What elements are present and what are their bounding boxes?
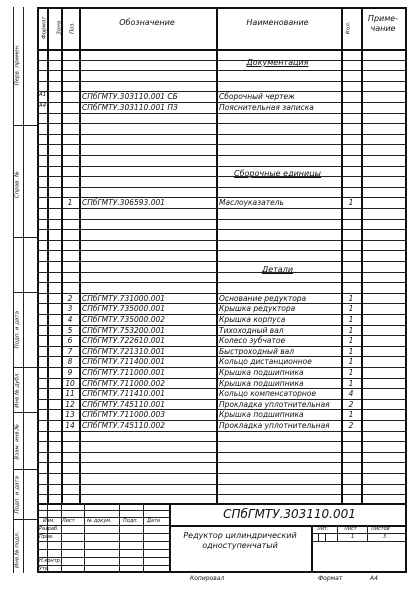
qty-cell: 1	[348, 336, 354, 346]
name-cell: Прокладка уплотнительная	[219, 399, 330, 409]
qty-cell: 2	[348, 421, 354, 430]
col-change-label: Изм.	[43, 518, 55, 524]
title-divider	[325, 533, 326, 541]
name-cell: Сборочный чертеж	[219, 92, 295, 102]
strip-inner-line	[23, 7, 24, 573]
name-cell: Кольцо дистанционное	[219, 357, 312, 367]
row-line	[37, 208, 407, 209]
row-line	[37, 250, 407, 251]
section-parts: Детали	[261, 265, 294, 274]
title-divider	[37, 510, 169, 511]
title-divider	[169, 503, 171, 573]
qty-cell: 1	[348, 293, 354, 303]
title-divider	[37, 549, 169, 550]
name-cell: Крышка подшипника	[219, 410, 304, 420]
designation-cell: СПбГМТУ.711000.003	[82, 410, 166, 420]
sheets-value: 3	[383, 534, 387, 540]
title-block	[37, 503, 407, 573]
sheet-label: Лист	[344, 526, 357, 532]
left-strip	[13, 7, 37, 573]
designation-cell: СПбГМТУ.731000.001	[82, 293, 166, 303]
row-line	[37, 219, 407, 220]
designation-cell: СПбГМТУ.745110.002	[82, 421, 166, 430]
title-divider	[337, 525, 338, 541]
row-line	[37, 144, 407, 145]
qty-cell: 1	[348, 378, 354, 388]
name-cell: Крышка редуктора	[219, 304, 296, 314]
col-date-label: Дата	[147, 518, 160, 524]
lit-label: Лит.	[317, 526, 329, 532]
first-use-label: Перв. примен.	[14, 44, 21, 86]
section-docs: Документация	[246, 58, 309, 67]
title-divider	[37, 533, 169, 534]
pos-cell: 10	[65, 378, 75, 388]
row-line	[37, 462, 407, 463]
qty-cell: 1	[348, 304, 354, 314]
pos-cell: 5	[67, 325, 73, 335]
sign-date-label-2: Подп. и дата	[14, 476, 21, 514]
ref-no-label: Справ. №	[14, 171, 21, 199]
replace-inv-label: Взам. инв.№	[14, 423, 21, 460]
designation-cell: СПбГМТУ.721310.001	[82, 346, 166, 356]
format-cell: А4	[38, 103, 47, 109]
name-cell: Быстроходный вал	[219, 346, 295, 356]
title-divider	[119, 503, 120, 573]
header-designation: Обозначение	[119, 18, 175, 27]
title-divider	[318, 533, 319, 541]
title-top-line	[37, 503, 407, 505]
pos-cell: 2	[67, 293, 73, 303]
title-divider	[84, 503, 85, 573]
header-format: Формат	[41, 16, 48, 39]
row-line	[37, 81, 407, 82]
row-line	[37, 441, 407, 442]
designation-cell: СПбГМТУ.722610.001	[82, 336, 166, 346]
qty-cell: 2	[348, 399, 354, 409]
row-line	[37, 155, 407, 156]
row-line	[37, 484, 407, 485]
approved-label: Утв.	[39, 566, 50, 572]
row-line	[37, 261, 407, 262]
qty-cell: 1	[348, 346, 354, 356]
name-cell: Прокладка уплотнительная	[219, 421, 330, 430]
strip-divider	[13, 125, 37, 126]
designation-cell: СПбГМТУ.753200.001	[82, 325, 166, 335]
name-cell: Колесо зубчатое	[219, 336, 286, 346]
pos-cell: 4	[67, 315, 73, 324]
pos-cell: 6	[67, 336, 73, 346]
document-title: Редуктор цилиндрический одноступенчатый	[183, 531, 297, 551]
row-line	[37, 70, 407, 71]
row-line	[37, 123, 407, 124]
column-line	[47, 7, 49, 503]
name-cell: Крышка подшипника	[219, 368, 304, 377]
pos-cell: 9	[67, 368, 73, 377]
name-cell: Кольцо компенсаторное	[219, 389, 316, 399]
row-line	[37, 166, 407, 167]
header-pos: Поз.	[69, 21, 76, 34]
pos-cell: 7	[67, 346, 73, 356]
pos-cell: 1	[67, 198, 73, 208]
inv-orig-label: Инв.№ подл.	[14, 531, 21, 568]
strip-divider	[13, 237, 37, 238]
col-sign-label: Подп.	[123, 518, 139, 524]
pos-cell: 14	[65, 421, 75, 430]
row-line	[37, 187, 407, 188]
name-cell: Маслоуказатель	[219, 198, 284, 208]
header-name: Наименование	[246, 18, 309, 27]
name-cell: Крышка подшипника	[219, 378, 304, 388]
designation-cell: СПбГМТУ.711000.001	[82, 368, 166, 377]
name-cell: Пояснительная записка	[219, 103, 314, 112]
designation-cell: СПбГМТУ.303110.001 СБ	[82, 92, 178, 102]
row-line	[37, 494, 407, 495]
checked-label: Пров.	[39, 534, 54, 540]
norm-control-label: Н.контр.	[39, 558, 62, 564]
designation-cell: СПбГМТУ.711000.002	[82, 378, 166, 388]
qty-cell: 1	[348, 315, 354, 324]
designation-cell: СПбГМТУ.306593.001	[82, 198, 166, 208]
designation-cell: СПбГМТУ.711400.001	[82, 357, 166, 367]
row-line	[37, 134, 407, 135]
title-divider	[367, 525, 368, 541]
header-note: Приме- чание	[367, 14, 399, 33]
qty-cell: 1	[348, 198, 354, 208]
sheet-value: 1	[351, 534, 355, 540]
column-line	[216, 7, 218, 503]
sheets-label: Листов	[371, 526, 390, 532]
format-label: Формат	[318, 575, 343, 582]
qty-cell: 4	[348, 389, 354, 399]
column-line	[79, 7, 81, 503]
header-zone: Зона	[56, 20, 63, 35]
sign-date-label: Подп. и дата	[14, 311, 21, 349]
developed-label: Разраб.	[39, 526, 59, 532]
pos-cell: 3	[67, 304, 73, 314]
format-cell: А1	[38, 92, 47, 99]
row-line	[37, 240, 407, 241]
qty-cell: 1	[348, 410, 354, 420]
row-line	[37, 282, 407, 283]
column-line	[361, 7, 363, 503]
header-bottom-line	[37, 49, 407, 51]
pos-cell: 11	[65, 389, 75, 399]
pos-cell: 8	[67, 357, 73, 367]
name-cell: Основание редуктора	[219, 293, 307, 303]
designation-cell: СПбГМТУ.735000.002	[82, 315, 166, 324]
inv-dup-label: Инв.№ дубл.	[14, 371, 21, 408]
format-value: А4	[370, 575, 378, 582]
doc-number: СПбГМТУ.303110.001	[223, 507, 356, 521]
title-divider	[37, 541, 169, 542]
name-cell: Тихоходный вал	[219, 325, 284, 335]
copied-label: Копировал	[190, 575, 225, 582]
qty-cell: 1	[348, 325, 354, 335]
designation-cell: СПбГМТУ.745110.001	[82, 399, 166, 409]
title-divider	[37, 565, 169, 566]
name-cell: Крышка корпуса	[219, 315, 286, 324]
designation-cell: СПбГМТУ.303110.001 ПЗ	[82, 103, 178, 112]
col-doc-label: № докум.	[87, 518, 112, 524]
pos-cell: 13	[65, 410, 75, 420]
header-qty: Кол.	[345, 21, 352, 35]
row-line	[37, 473, 407, 474]
designation-cell: СПбГМТУ.735000.001	[82, 304, 166, 314]
row-line	[37, 452, 407, 453]
title-divider	[311, 541, 407, 542]
pos-cell: 12	[65, 399, 75, 409]
row-line	[37, 431, 407, 432]
title-divider	[143, 503, 144, 573]
qty-cell: 1	[348, 357, 354, 367]
row-line	[37, 113, 407, 114]
qty-cell: 1	[348, 368, 354, 377]
designation-cell: СПбГМТУ.711410.001	[82, 389, 166, 399]
row-line	[37, 229, 407, 230]
col-sheet-label: Лист	[62, 518, 75, 524]
section-assembly: Сборочные единицы	[234, 169, 321, 178]
